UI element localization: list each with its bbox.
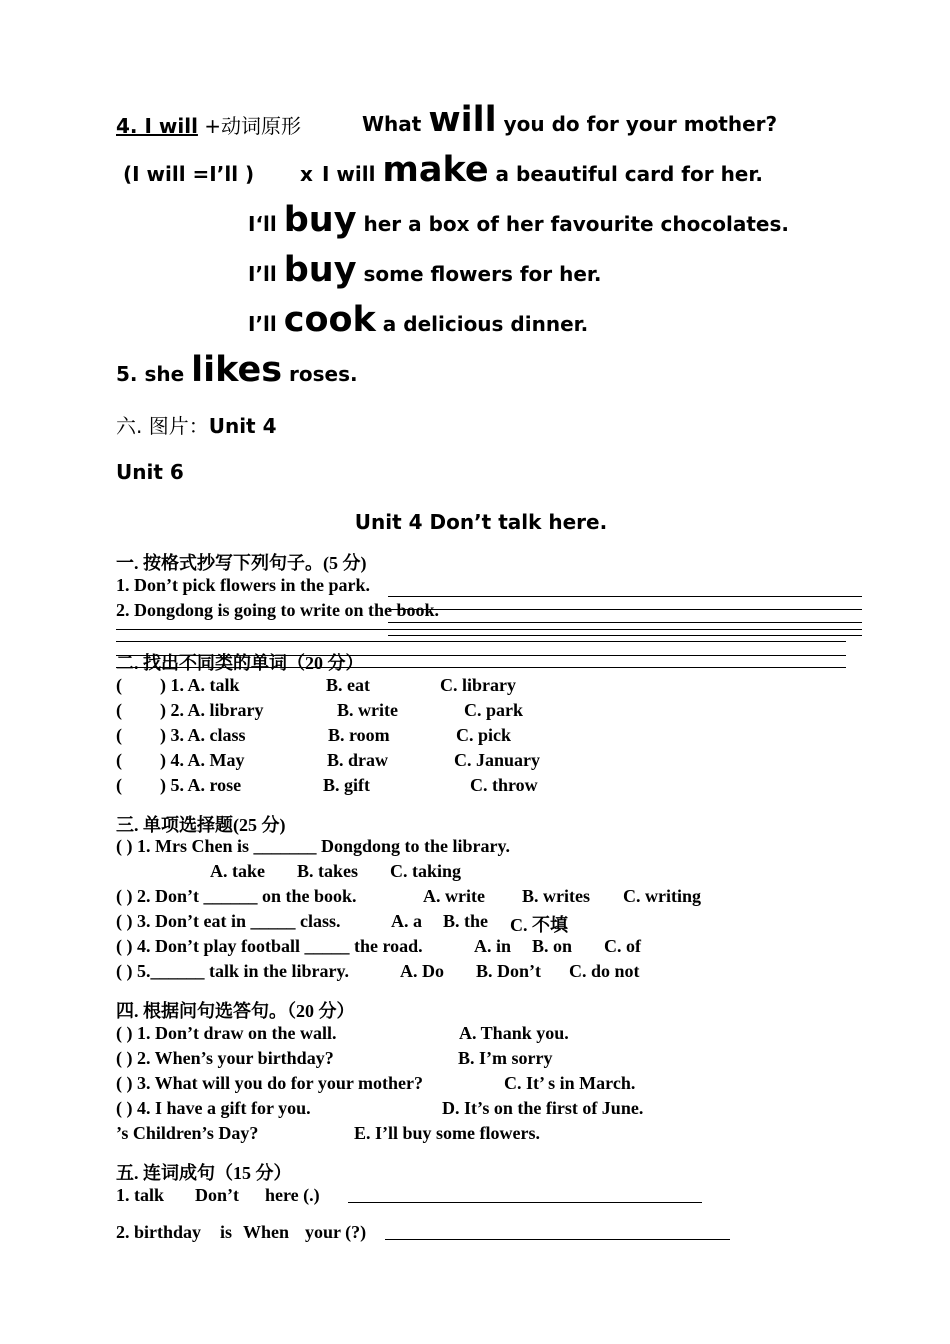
match-question: ( ) 1. Don’t draw on the wall. <box>116 1023 337 1043</box>
odd-one-out-bracket: ( <box>116 675 122 695</box>
odd-one-out-option-b: B. write <box>337 700 398 720</box>
odd-one-out-bracket: ( <box>116 775 122 795</box>
mcq-3-option-c: C. 不填 <box>510 915 568 935</box>
odd-one-out-option-a: ) 5. A. rose <box>160 775 242 795</box>
word-order-1-word: here (.) <box>265 1185 320 1205</box>
picture-note: 六. 图片：Unit 4 <box>116 414 277 438</box>
match-answer: B. I’m sorry <box>458 1048 553 1068</box>
odd-one-out-option-a: ) 3. A. class <box>160 725 246 745</box>
match-question: ’s Children’s Day? <box>116 1123 259 1143</box>
mcq-2-option-c: C. writing <box>623 886 701 906</box>
word-order-1-word: Don’t <box>195 1185 239 1205</box>
writing-line[interactable] <box>388 635 862 636</box>
example-buy-flowers: I’ll buy some flowers for her. <box>248 250 602 290</box>
odd-one-out-option-b: B. draw <box>327 750 389 770</box>
word-order-1-word: 1. talk <box>116 1185 165 1205</box>
copy-sentence-1: 1. Don’t pick flowers in the park. <box>116 575 371 595</box>
keyword-cook: cook <box>283 300 376 340</box>
keyword-buy: buy <box>283 200 357 240</box>
section-2-heading: 二. 找出不同类的单词（20 分） <box>116 653 364 673</box>
section-3-heading: 三. 单项选择题(25 分) <box>116 815 286 835</box>
answer-line[interactable] <box>385 1239 730 1240</box>
word-order-2-word: When <box>243 1222 290 1242</box>
unit-6-label: Unit 6 <box>116 460 184 484</box>
odd-one-out-option-b: B. gift <box>323 775 370 795</box>
word-order-2-word: your (?) <box>305 1222 367 1242</box>
match-answer: C. It’ s in March. <box>504 1073 636 1093</box>
mcq-5-option-a: A. Do <box>400 961 444 981</box>
mcq-4-option-b: B. on <box>532 936 573 956</box>
mark-x: x <box>300 162 313 186</box>
example-question: What will you do for your mother? <box>362 100 778 140</box>
mcq-3-option-a: A. a <box>391 911 422 931</box>
match-question: ( ) 3. What will you do for your mother? <box>116 1073 424 1093</box>
odd-one-out-option-c: C. park <box>464 700 524 720</box>
mcq-5-option-c: C. do not <box>569 961 640 981</box>
odd-one-out-option-c: C. throw <box>470 775 538 795</box>
mcq-3: ( ) 3. Don’t eat in _____ class. <box>116 911 341 931</box>
odd-one-out-option-b: B. room <box>328 725 390 745</box>
writing-line[interactable] <box>116 641 846 642</box>
odd-one-out-option-b: B. eat <box>326 675 370 695</box>
mcq-3-option-b: B. the <box>443 911 488 931</box>
mcq-4: ( ) 4. Don’t play football _____ the road. <box>116 936 423 956</box>
copy-sentence-2: 2. Dongdong is going to write on the book. <box>116 600 440 620</box>
writing-line[interactable] <box>116 629 862 630</box>
match-question: ( ) 4. I have a gift for you. <box>116 1098 311 1118</box>
match-question: ( ) 2. When’s your birthday? <box>116 1048 334 1068</box>
odd-one-out-option-a: ) 1. A. talk <box>160 675 240 695</box>
mcq-1-option-c: C. taking <box>390 861 462 881</box>
grammar-prefix: 4. I will <box>116 114 198 138</box>
example-make: I will make a beautiful card for her. <box>322 150 763 190</box>
mcq-1-option-a: A. take <box>210 861 265 881</box>
mcq-2-option-b: B. writes <box>522 886 590 906</box>
writing-line[interactable] <box>388 609 862 610</box>
odd-one-out-bracket: ( <box>116 750 122 770</box>
page-title: Unit 4 Don’t talk here. <box>354 510 608 534</box>
mcq-2: ( ) 2. Don’t ______ on the book. <box>116 886 357 906</box>
match-answer: E. I’ll buy some flowers. <box>354 1123 540 1143</box>
word-order-2-word: is <box>220 1222 233 1242</box>
match-answer: A. Thank you. <box>459 1023 569 1043</box>
mcq-2-option-a: A. write <box>423 886 485 906</box>
grammar-line-1 <box>116 110 301 139</box>
odd-one-out-bracket: ( <box>116 725 122 745</box>
example-buy-chocolates: I‘ll buy her a box of her favourite chocolates. <box>248 200 789 240</box>
grammar-rule: +动词原形 <box>197 114 302 138</box>
example-likes: 5. she likes roses. <box>116 350 358 390</box>
mcq-5-option-b: B. Don’t <box>476 961 542 981</box>
grammar-note: (I will =I’ll ) <box>123 162 255 186</box>
mcq-4-option-a: A. in <box>474 936 512 956</box>
section-4-heading: 四. 根据问句选答句。（20 分） <box>116 1001 355 1021</box>
keyword-will: will <box>428 100 497 140</box>
odd-one-out-option-c: C. January <box>454 750 541 770</box>
mcq-5: ( ) 5.______ talk in the library. <box>116 961 349 981</box>
odd-one-out-bracket: ( <box>116 700 122 720</box>
odd-one-out-option-a: ) 2. A. library <box>160 700 264 720</box>
answer-line[interactable] <box>348 1202 702 1203</box>
writing-line[interactable] <box>388 622 862 623</box>
writing-line[interactable] <box>388 596 862 597</box>
odd-one-out-option-c: C. library <box>440 675 516 695</box>
odd-one-out-option-a: ) 4. A. May <box>160 750 245 770</box>
mcq-1-option-b: B. takes <box>297 861 359 881</box>
section-1-heading: 一. 按格式抄写下列句子。(5 分) <box>116 553 367 573</box>
example-cook: I’ll cook a delicious dinner. <box>248 300 589 340</box>
section-5-heading: 五. 连词成句（15 分） <box>116 1163 292 1183</box>
mcq-1: ( ) 1. Mrs Chen is _______ Dongdong to the library. <box>116 836 511 856</box>
keyword-make: make <box>382 150 489 190</box>
match-answer: D. It’s on the first of June. <box>442 1098 644 1118</box>
keyword-likes: likes <box>191 350 283 390</box>
word-order-2-word: 2. birthday <box>116 1222 202 1242</box>
odd-one-out-option-c: C. pick <box>456 725 512 745</box>
keyword-buy: buy <box>283 250 357 290</box>
mcq-4-option-c: C. of <box>604 936 641 956</box>
